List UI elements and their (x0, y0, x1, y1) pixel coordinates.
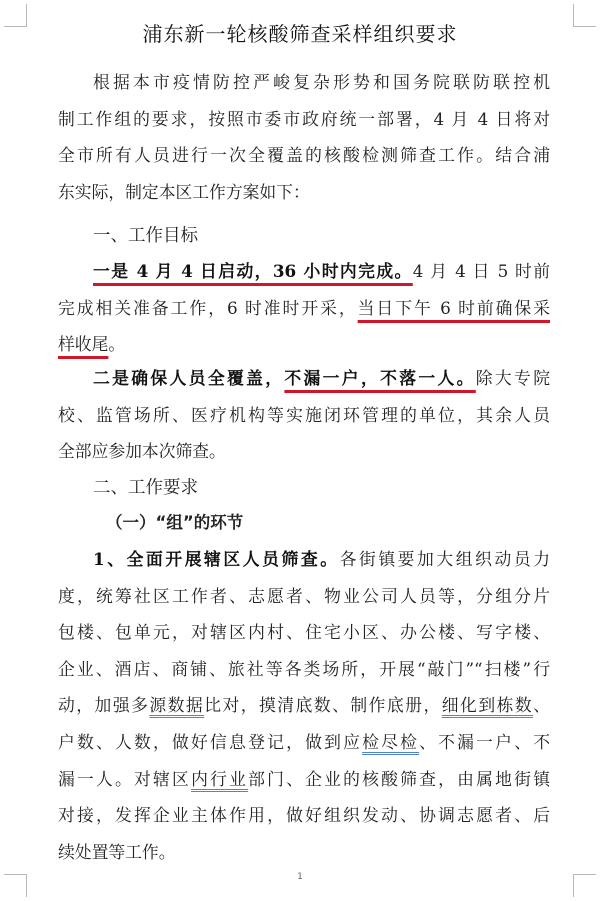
goal2-emphasis: 二是确保人员全覆盖， (93, 368, 285, 388)
item1-line: 包楼、包单元，对辖区内村、住宅小区、办公楼、写字楼、 (58, 622, 550, 643)
item1-heading: 1、全面开展辖区人员筛查。 (93, 549, 340, 569)
item1-line: 续处置等工作。 (58, 841, 176, 862)
document-title: 浦东新一轮核酸筛查采样组织要求 (142, 22, 458, 46)
item1-line (58, 724, 550, 761)
item1-line (58, 541, 550, 578)
item1-paragraph (58, 541, 550, 870)
goal1-line (58, 290, 550, 327)
goal2-underlined-emphasis: 不漏一户，不落一人。 (284, 368, 476, 388)
item1-text: 部门、企业的核酸筛查，由属地街镇 (248, 768, 550, 789)
spellcheck-mark[interactable]: 内行业 (191, 768, 249, 789)
item1-line: 企业、酒店、商铺、旅社等各类场所，开展“敲门”“扫楼”行 (58, 658, 550, 679)
goal1-emphasis: 一是 4 月 4 日启动，36 小时内完成。 (93, 261, 413, 281)
intro-line: 制工作组的要求，按照市委市政府统一部署，4 月 4 日将对 (58, 108, 550, 129)
goal2-paragraph (58, 360, 550, 470)
intro-line: 东实际，制定本区工作方案如下： (58, 181, 310, 202)
item1-text: 、 (533, 695, 550, 716)
section1-heading-block (58, 218, 550, 255)
page-number: 1 (297, 872, 303, 882)
section1-heading: 一、工作目标 (93, 226, 198, 246)
goal2-line: 全部应参加本次筛查。 (58, 441, 226, 462)
item1-text: 比对，摸清底数、制作底册， (204, 695, 442, 716)
item1-text: 动，加强多 (58, 695, 150, 716)
subsection-heading-block (58, 505, 550, 542)
goal1-line (58, 326, 550, 363)
goal1-text: 完成相关准备工作，6 时准时开采， (58, 297, 358, 318)
item1-line: 对接，发挥企业主体作用，做好组织发动、协调志愿者、后 (58, 805, 550, 826)
spellcheck-mark[interactable]: 细化到栋数 (441, 695, 534, 716)
goal2-text: 除大专院 (475, 368, 550, 388)
spellcheck-mark[interactable]: 源数据 (149, 695, 205, 716)
goal2-line (58, 360, 550, 397)
goal1-line (58, 253, 550, 290)
goal1-text: 4 月 4 日 5 时前 (412, 261, 550, 281)
item1-text: 户数、人数，做好信息登记，做到应 (58, 731, 363, 752)
intro-line: 全市所有人员进行一次全覆盖的核酸检测筛查工作。结合浦 (58, 145, 550, 166)
item1-text: 各街镇要加大组织动员力 (339, 549, 550, 569)
goal1-paragraph (58, 253, 550, 363)
goal1-underlined-text: 当日下午 6 时前确保采 (357, 297, 550, 318)
goal1-text: 。 (108, 334, 126, 355)
section2-heading-block (58, 470, 550, 507)
intro-line: 根据本市疫情防控严峻复杂形势和国务院联防联控机 (93, 72, 550, 92)
intro-paragraph (58, 64, 550, 210)
item1-text: 漏一人。对辖区 (58, 768, 192, 789)
goal2-line: 校、监管场所、医疗机构等实施闭环管理的单位，其余人员 (58, 404, 550, 425)
item1-text: 、不漏一户、不 (419, 731, 550, 752)
section2-heading: 二、工作要求 (93, 478, 198, 498)
item1-line: 度，统筹社区工作者、志愿者、物业公司人员等，分组分片 (58, 585, 550, 606)
spellcheck-mark[interactable]: 检尽检 (362, 731, 420, 752)
subsection-heading: （一）“组”的环节 (106, 513, 244, 532)
item1-line (58, 761, 550, 798)
item1-line (58, 687, 550, 724)
goal1-underlined-text: 样收尾 (58, 334, 109, 355)
